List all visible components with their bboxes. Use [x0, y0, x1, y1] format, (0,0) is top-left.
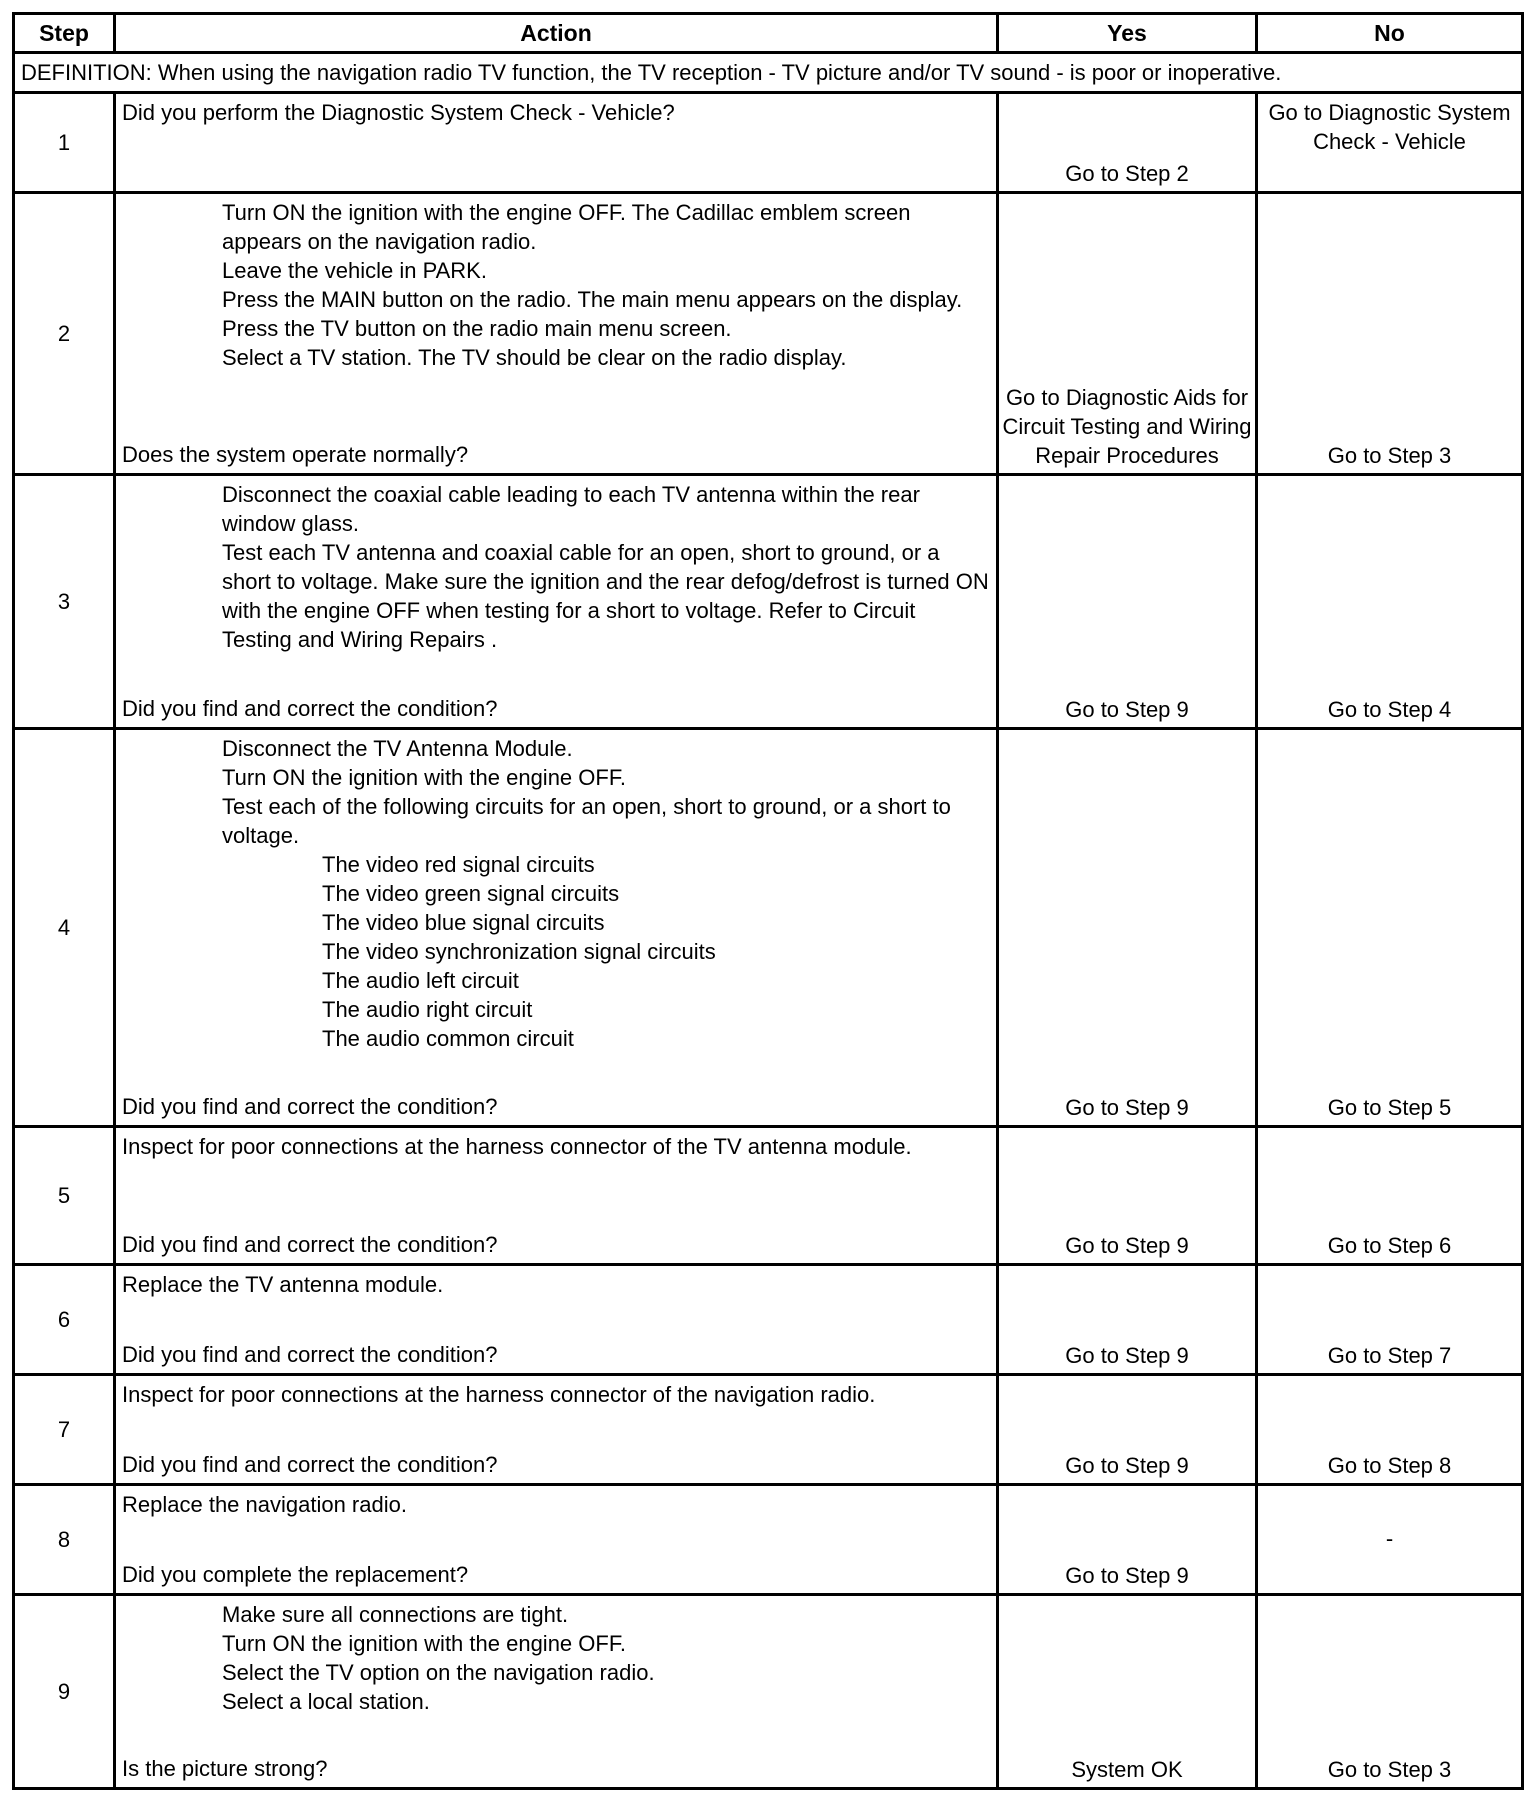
action-text: Inspect for poor connections at the harness connector of the TV antenna module. — [122, 1134, 912, 1159]
sub-item: The video blue signal circuits — [322, 910, 605, 935]
yes-cell: Go to Step 9 — [999, 1486, 1258, 1593]
yes-cell: Go to Diagnostic Aids for Circuit Testing and Wiring Repair Procedures — [999, 194, 1258, 473]
table-row — [15, 1373, 1521, 1483]
header-yes: Yes — [999, 15, 1258, 51]
step-number: 3 — [15, 476, 116, 727]
header-no: No — [1374, 19, 1405, 46]
yes-cell: Go to Step 2 — [999, 94, 1258, 191]
action-item: Turn ON the ignition with the engine OFF. — [222, 765, 626, 790]
table-row — [15, 1125, 1521, 1263]
action-item: Test each of the following circuits for an open, short to ground, or a short to voltage. — [222, 794, 957, 848]
sub-item: The audio right circuit — [322, 997, 533, 1022]
action-cell — [116, 1596, 999, 1787]
definition-text: DEFINITION: When using the navigation radio TV function, the TV reception - TV picture and/or TV sound - is poor or inoperative. — [21, 59, 1282, 85]
step-number: 5 — [15, 1128, 116, 1263]
table-row — [15, 1483, 1521, 1593]
yes-cell: Go to Step 9 — [999, 1376, 1258, 1483]
header-step: Step — [15, 15, 116, 51]
definition-row — [15, 51, 1521, 91]
yes-cell: System OK — [999, 1596, 1258, 1787]
sub-item: The video green signal circuits — [322, 881, 620, 906]
action-cell — [116, 476, 999, 727]
table-row — [15, 191, 1521, 473]
question-text: Did you find and correct the condition? — [122, 1232, 498, 1257]
action-item: Press the TV button on the radio main menu screen. — [222, 316, 732, 341]
question-text: Did you find and correct the condition? — [122, 1452, 498, 1477]
yes-cell: Go to Step 9 — [999, 730, 1258, 1125]
no-cell: Go to Step 3 — [1327, 1757, 1452, 1782]
question-text: Did you find and correct the condition? — [122, 1094, 498, 1119]
step-number: 6 — [15, 1266, 116, 1373]
question-text: Did you complete the replacement? — [122, 1562, 469, 1587]
yes-cell: Go to Step 9 — [999, 476, 1258, 727]
table-row — [15, 91, 1521, 191]
step-number: 7 — [15, 1376, 116, 1483]
action-item: Select a TV station. The TV should be clear on the radio display. — [222, 345, 847, 370]
action-cell — [116, 1266, 999, 1373]
sub-item: The audio left circuit — [322, 968, 519, 993]
action-text: Inspect for poor connections at the harness connector of the navigation radio. — [122, 1382, 876, 1407]
no-cell: Go to Step 4 — [1327, 697, 1452, 722]
step-number: 8 — [15, 1486, 116, 1593]
diagnostic-table — [12, 12, 1524, 1790]
no-cell: Go to Step 3 — [1327, 443, 1452, 468]
action-text: Replace the navigation radio. — [122, 1492, 407, 1517]
sub-item: The audio common circuit — [322, 1026, 574, 1051]
action-item: Press the MAIN button on the radio. The main menu appears on the display. — [222, 287, 963, 312]
table-row — [15, 1263, 1521, 1373]
action-cell — [116, 194, 999, 473]
no-cell: Go to Step 6 — [1327, 1233, 1452, 1258]
step-number: 4 — [15, 730, 116, 1125]
action-item: Select a local station. — [222, 1689, 430, 1714]
action-item: Make sure all connections are tight. — [222, 1602, 569, 1627]
action-cell — [116, 1128, 999, 1263]
no-cell: Go to Step 5 — [1327, 1095, 1452, 1120]
sub-item: The video synchronization signal circuits — [322, 939, 716, 964]
action-item: Disconnect the TV Antenna Module. — [222, 736, 573, 761]
header-action: Action — [116, 15, 999, 51]
action-text: Did you perform the Diagnostic System Check - Vehicle? — [122, 100, 675, 125]
action-cell — [116, 94, 999, 191]
table-row — [15, 1593, 1521, 1787]
yes-cell: Go to Step 9 — [999, 1266, 1258, 1373]
action-item: Test each TV antenna and coaxial cable for an open, short to ground, or a short to voltage. Make sure the ignition and the rear defog/defrost is turned ON with the engine OFF when testing for a short to voltage. Refer to Circuit Testing and Wiring Repairs . — [222, 540, 995, 652]
question-text: Did you find and correct the condition? — [122, 696, 498, 721]
question-text: Did you find and correct the condition? — [122, 1342, 498, 1367]
action-text: Replace the TV antenna module. — [122, 1272, 444, 1297]
step-number: 2 — [15, 194, 116, 473]
yes-cell: Go to Step 9 — [999, 1128, 1258, 1263]
step-number: 9 — [15, 1596, 116, 1787]
no-cell: - — [1385, 1525, 1394, 1551]
action-item: Turn ON the ignition with the engine OFF. The Cadillac emblem screen appears on the navigation radio. — [222, 200, 917, 254]
table-row — [15, 727, 1521, 1125]
action-item: Turn ON the ignition with the engine OFF. — [222, 1631, 626, 1656]
table-header-row — [15, 15, 1521, 51]
action-item: Select the TV option on the navigation radio. — [222, 1660, 655, 1685]
action-item: Disconnect the coaxial cable leading to each TV antenna within the rear window glass. — [222, 482, 927, 536]
action-cell — [116, 1486, 999, 1593]
action-cell — [116, 1376, 999, 1483]
step-number: 1 — [15, 94, 116, 191]
sub-item: The video red signal circuits — [322, 852, 595, 877]
table-row — [15, 473, 1521, 727]
action-item: Leave the vehicle in PARK. — [222, 258, 487, 283]
question-text: Is the picture strong? — [122, 1756, 328, 1781]
no-cell: Go to Step 7 — [1327, 1343, 1452, 1368]
action-cell — [116, 730, 999, 1125]
no-cell: Go to Diagnostic System Check - Vehicle — [1268, 100, 1511, 154]
question-text: Does the system operate normally? — [122, 442, 469, 467]
no-cell: Go to Step 8 — [1327, 1453, 1452, 1478]
